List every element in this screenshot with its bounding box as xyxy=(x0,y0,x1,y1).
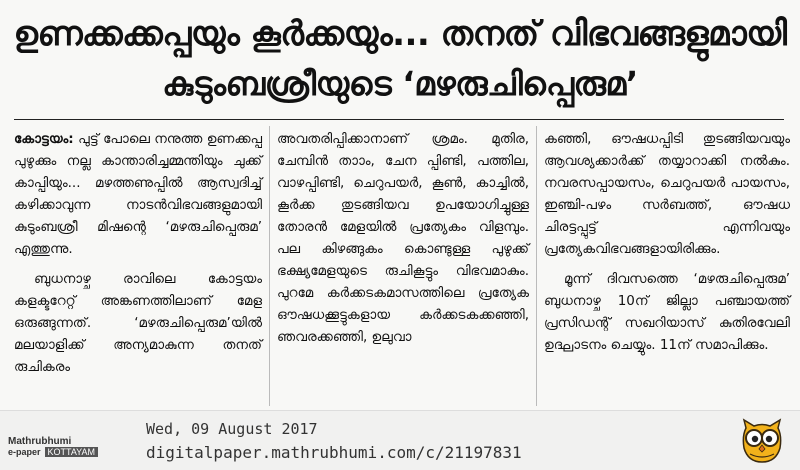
article-paragraph xyxy=(14,128,262,260)
logo-edition: KOTTAYAM xyxy=(45,447,99,457)
paragraph-text: പുട്ട് പോലെ നനുത്ത ഉണക്കപ്പ പുഴുക്കും നല്ല കാന്താരിച്ചമ്മന്തിയും ചുക്ക് കാപ്പിയും... മഴത്തണുപ്പിൽ ആസ്വദിച്ച് കഴിക്കാവുന്ന നാടൻവിഭവങ്ങളുമായി കുടുംബശ്രീ മിഷന്റെ ‘മഴരുചിപ്പെരുമ’ എത്തുന്നു. xyxy=(14,131,262,257)
article-column-2 xyxy=(277,128,529,356)
article-paragraph: കഞ്ഞി, ഔഷധപ്പിടി തുടങ്ങിയവയും ആവശ്യക്കാർക്ക് തയ്യാറാക്കി നൽകും. നവരസപ്പായസം, ചെറുപയർ പായസം, ഇഞ്ചി-പഴം സർബത്ത്, ഔഷധ ചിരട്ടപ്പുട്ട് എന്നിവയും പ്രത്യേകവിഭവങ്ങളായിരിക്കും. xyxy=(544,131,790,257)
logo-subline xyxy=(8,447,118,458)
article-column-3 xyxy=(544,128,790,364)
clipping-url[interactable]: digitalpaper.mathrubhumi.com/c/21197831 xyxy=(146,443,522,462)
dateline: കോട്ടയം: xyxy=(14,131,74,147)
headline-rule xyxy=(14,119,784,120)
headline-line-1: ഉണക്കക്കപ്പയും കൂർക്കയും... തനത് വിഭവങ്ങളുമായി xyxy=(13,14,787,54)
owl-mascot-icon xyxy=(740,418,784,464)
logo-brand: Mathrubhumi xyxy=(8,436,72,447)
article-column-1 xyxy=(14,128,262,386)
article-paragraph: ബുധനാഴ്ച രാവിലെ കോട്ടയം കളക്ടറേറ്റ് അങ്കണത്തിലാണ് മേള ഒരുങ്ങുന്നത്. ‘മഴരുചിപ്പെരുമ’യിൽ മലയാളിക്ക് അന്യമാകുന്ന തനത് രുചികരം xyxy=(14,271,262,375)
logo-epaper: e-paper xyxy=(8,447,41,457)
publication-date: Wed, 09 August 2017 xyxy=(146,420,318,438)
headline-line-2: കുടുംബശ്രീയുടെ ‘മഴരുചിപ്പെരുമ’ xyxy=(162,64,638,103)
column-divider xyxy=(269,126,270,406)
mathrubhumi-logo[interactable] xyxy=(8,436,118,460)
article-paragraph: അവതരിപ്പിക്കാനാണ് ശ്രമം. മുതിര, ചേമ്പിൻ താാം, ചേന പ്പിണ്ടി, പത്തില, വാഴപ്പിണ്ടി, ചെറുപയർ, കൂൺ, കാച്ചിൽ, കൂർക്ക തുടങ്ങിയവ ഉപയോഗിച്ചുള്ള തോരൻ മേളയിൽ പ്രത്യേകം വിളമ്പും. പല കിഴങ്ങുകം കൊണ്ടുള്ള പുഴുക്ക് ഭക്ഷ്യമേളയുടെ രുചികൂട്ടും വിഭവമാകും. പുറമേ കർക്കടകമാസത്തിലെ പ്രത്യേക ഔഷധക്കൂട്ടുകളായ കർക്കടകക്കഞ്ഞി, ഞവരക്കഞ്ഞി, ഉലുവാ xyxy=(277,131,529,345)
column-divider xyxy=(536,126,537,406)
article-paragraph: മൂന്ന് ദിവസത്തെ ‘മഴരുചിപ്പെരുമ’ ബുധനാഴ്ച 10ന് ജില്ലാ പഞ്ചായത്ത് പ്രസിഡന്റ് സഖറിയാസ് കുതിരവേലി ഉദ്ഘാടനം ചെയ്യും. 11ന് സമാപിക്കും. xyxy=(544,271,790,353)
